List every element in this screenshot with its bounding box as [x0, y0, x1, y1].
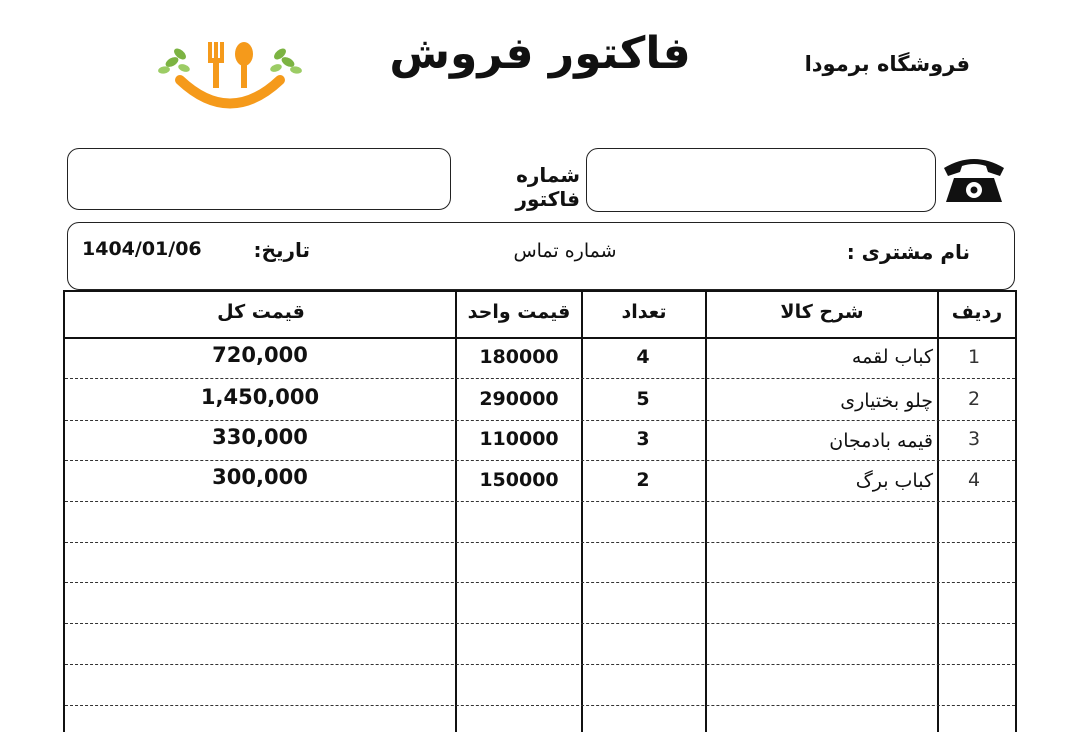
header-description: شرح کالا	[780, 301, 864, 323]
date-label: تاریخ:	[253, 238, 310, 262]
telephone-icon	[940, 150, 1008, 210]
row-3-description: قیمه بادمجان	[829, 430, 933, 452]
store-name: فروشگاه برمودا	[804, 52, 970, 76]
invoice-number-label: شماره فاکتور	[515, 163, 580, 211]
row-4-total: 300,000	[212, 465, 308, 489]
row-2-total: 1,450,000	[200, 385, 320, 409]
row-2-quantity: 5	[636, 388, 650, 410]
header-quantity: تعداد	[621, 301, 667, 323]
row-1-quantity: 4	[636, 346, 650, 368]
date-value: 1404/01/06	[82, 238, 202, 260]
row-2-unit-price: 290000	[479, 388, 559, 410]
row-2-index: 2	[967, 388, 981, 410]
invoice-number-field[interactable]	[67, 148, 451, 210]
invoice-table	[63, 290, 1017, 732]
row-1-description: کباب لقمه	[851, 346, 933, 368]
phone-field[interactable]	[586, 148, 936, 212]
header-row-number: ردیف	[951, 301, 1003, 323]
row-3-index: 3	[967, 428, 981, 450]
row-1-index: 1	[967, 346, 981, 368]
row-4-description: کباب برگ	[855, 470, 933, 492]
row-1-unit-price: 180000	[479, 346, 559, 368]
row-4-quantity: 2	[636, 469, 650, 491]
header-total-price: قیمت کل	[217, 301, 305, 323]
page-title: فاکتور فروش	[389, 28, 691, 79]
row-2-description: چلو بختیاری	[840, 390, 933, 412]
restaurant-logo	[150, 32, 310, 116]
row-4-index: 4	[967, 469, 981, 491]
contact-number-label: شماره تماس	[513, 240, 617, 262]
row-3-quantity: 3	[636, 428, 650, 450]
customer-name-label: نام مشتری :	[846, 240, 970, 264]
row-3-unit-price: 110000	[479, 428, 559, 450]
row-4-unit-price: 150000	[479, 469, 559, 491]
header-unit-price: قیمت واحد	[467, 301, 571, 323]
row-3-total: 330,000	[212, 425, 308, 449]
row-1-total: 720,000	[212, 343, 308, 367]
